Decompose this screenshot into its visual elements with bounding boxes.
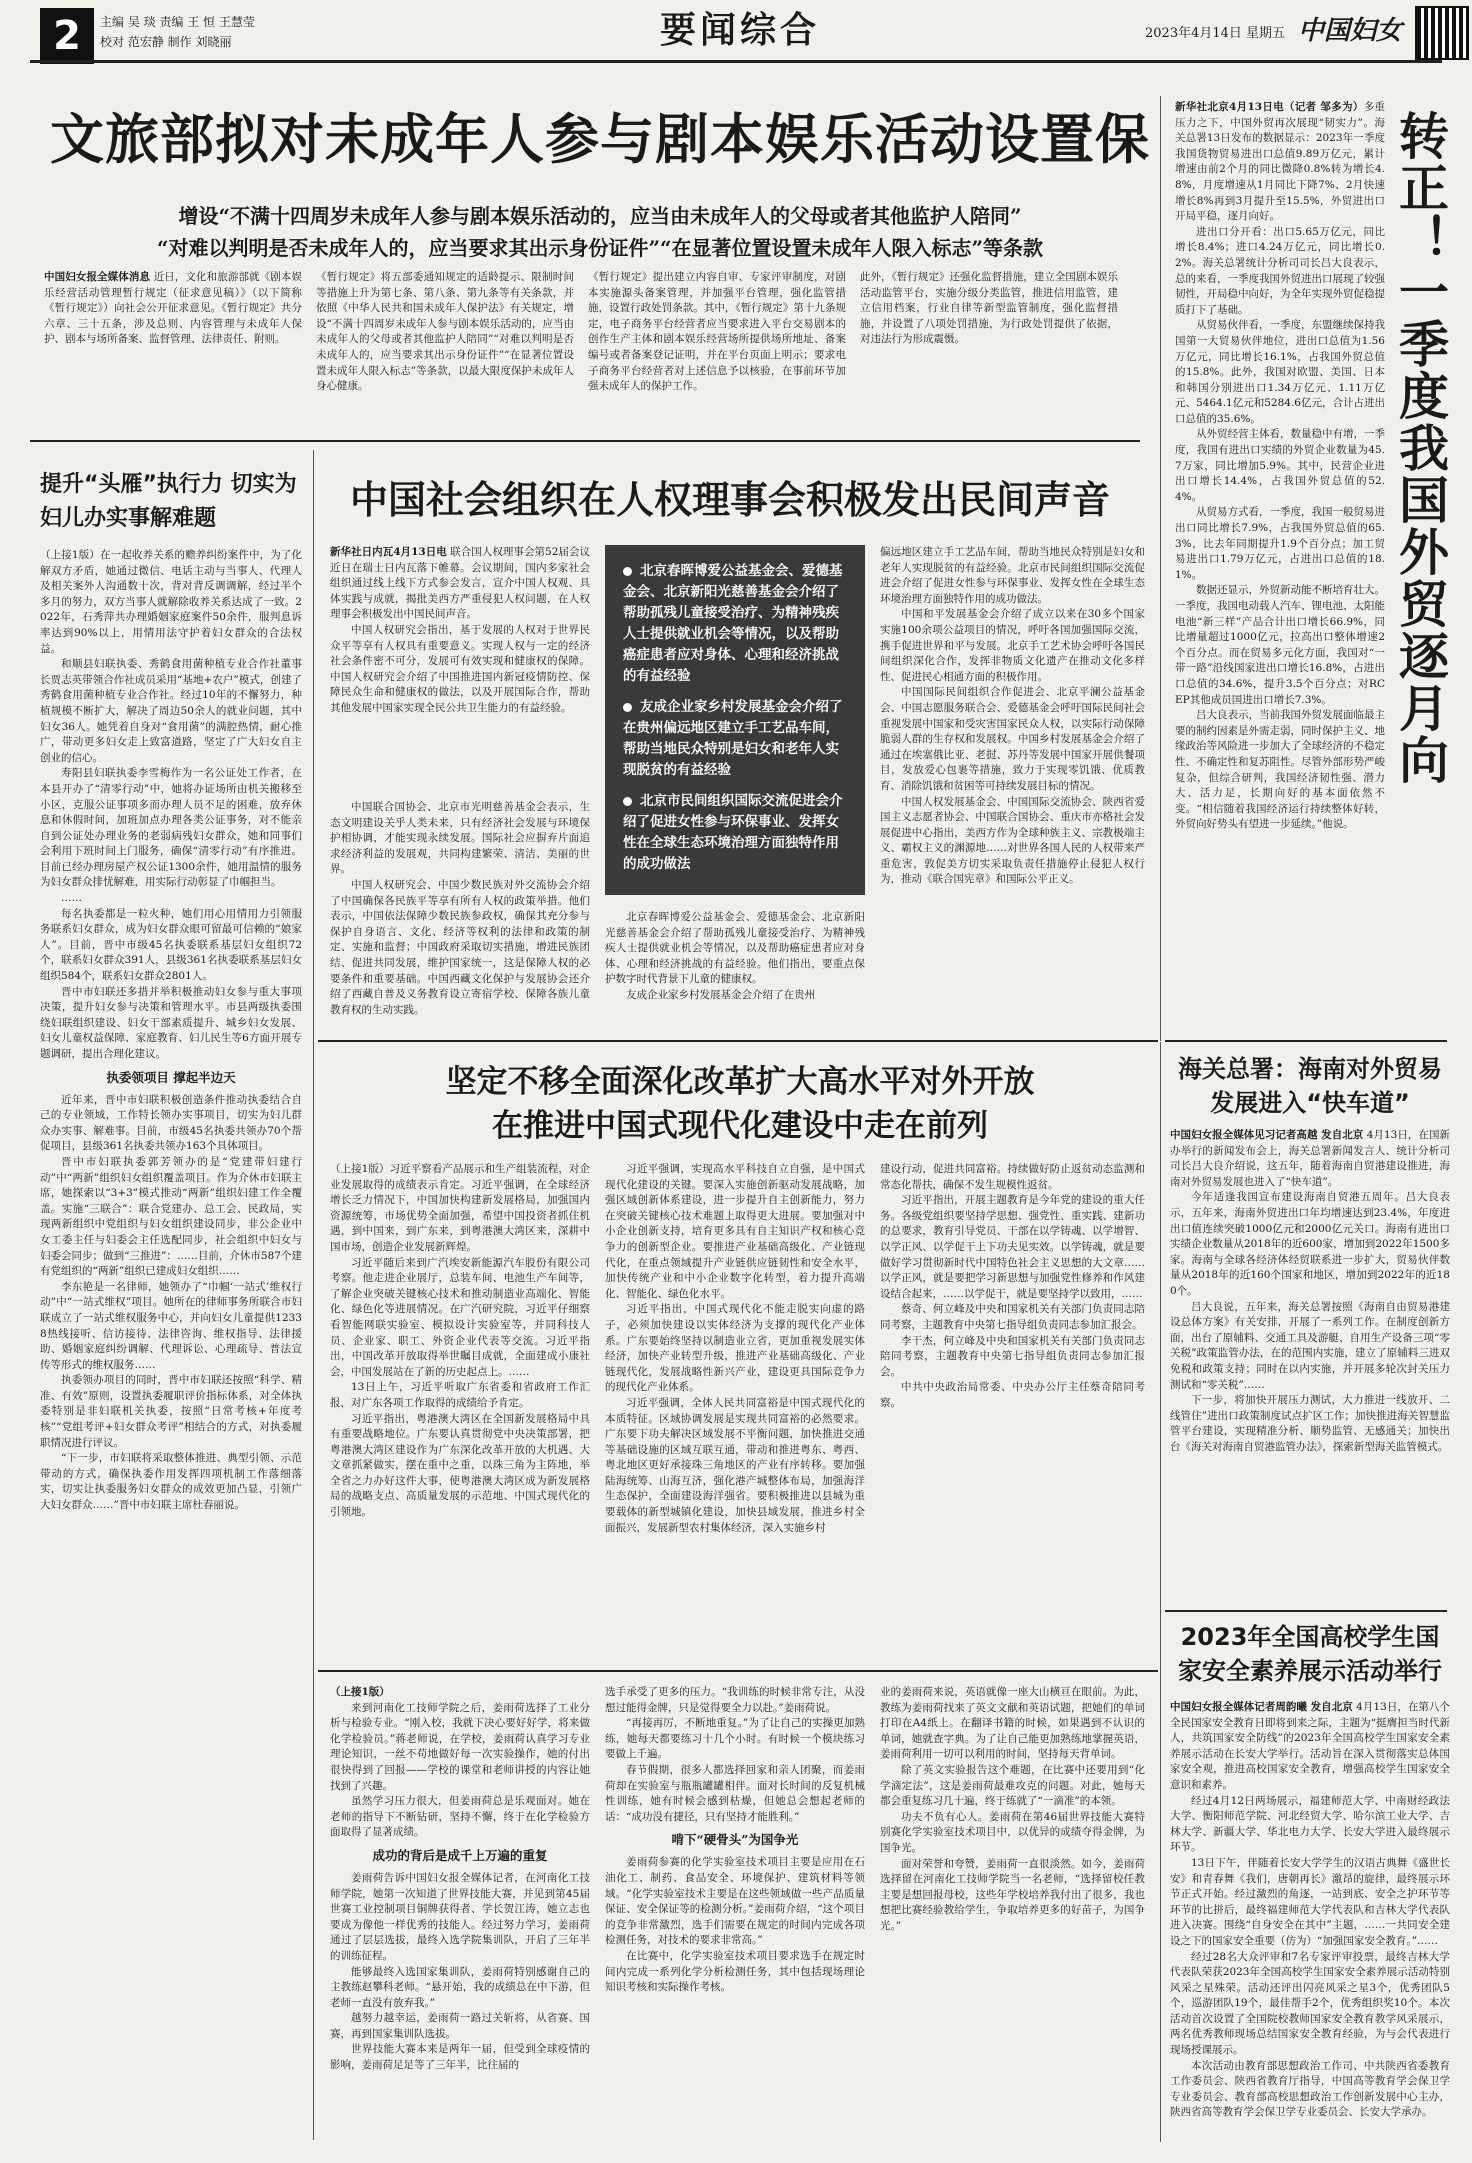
body-text: 经过4月12日两场展示，福建师范大学、中南财经政法大学、衡阳师范学院、河北经贸大学、哈尔滨工业大学、吉林大学、新疆大学、华北电力大学、长安大学进入最终展示环节。 [1170, 1794, 1450, 1854]
reading-column-1 [330, 1685, 590, 2145]
headline-line: 坚定不移全面深化改革扩大高水平对外开放 [445, 1064, 1035, 1100]
column-rule [1160, 96, 1161, 1041]
column-rule [313, 450, 314, 2140]
body-text: 北京春晖博爱公益基金会、爱德基金会、北京新阳光慈善基金会介绍了帮助孤残儿童接受治疗、为精神残疾人士提供就业机会等情况，以及帮助癌症患者应对身体、心理和经济挑战的有益经验。他们指出，要重点保护数字时代背景下儿童的健康权。 [605, 911, 865, 986]
body-text: 寿阳县妇联执委李雪梅作为一名公证处工作者，在本县开办了“清零行动”中，她将办证场所由机关搬移至小区，克服公证事项多而办理人员不足的困难，放弃休息和休假时间，加班加点办理各类公证事务，对不能亲自到公证处办理业务的老弱病残妇女群众，她和同事们会利用下班时间上门服务，确保“清零行动”有序推进。目前已经办理房屋产权公证1300余件，她用温情的服务为妇女群众排忧解难，用实际行动彰显了巾帼担当。 [40, 767, 302, 889]
body-text: 友成企业家乡村发展基金会介绍了在贵州 [626, 988, 815, 1001]
body-text: 4月13日，在第八个全民国家安全教育日即将到来之际，主题为“挺膺担当时代新人，共筑国家安全防线”的2023年全国高校学生国家安全素养展示活动在长安大学举行。活动旨在深入贯彻落实总体国家安全观，推进高校国家安全教育，增强高校学生国家安全意识和素养。 [1170, 1701, 1450, 1791]
body-text: 姜雨荷告诉中国妇女报全媒体记者，在河南化工技师学院，她第一次知道了世界技能大赛，并见到第45届世赛工业控制项目铜牌获得者、学长贺江涛，她立志也要成为像他一样优秀的技能人。经过努力学习，姜雨荷通过了层层选拔，最终入选学院集训队，开启了三年半的训练征程。 [330, 1871, 590, 1962]
section-divider [30, 440, 1140, 442]
reform-column-2 [605, 1162, 865, 1657]
section-divider [1165, 1040, 1447, 1042]
body-text: 吕大良表示，当前我国外贸发展面临最主要的制约因素是外需走弱，同时保护主义、地缘政治等风险进一步加大了全球经济的不稳定性、不确定性和复苏阻性。尽管外部形势严峻复杂，但综合研判，我国经济韧性强、潜力大、活力足，长期向好的基本面依然不变。“相信随着我国经济运行持续整体好转，外贸向好势头有望进一步延续。”他说。 [1175, 709, 1385, 831]
hainan-body [1170, 1128, 1450, 1598]
body-text: 多重压力之下，中国外贸再次展现“韧实力”。海关总署13日发布的数据显示：2023年一季度我国货物贸易进出口总值9.89万亿元，累计增速由前2个月的同比微降0.8%转为增长4.8%，月度增速从1月同比下降7%、2月快速增长8%再到3月提升至15.5%，外贸进出口开局平稳，逐月向好。 [1175, 101, 1385, 223]
body-text: 习近平指出，开展主题教育是今年党的建设的重大任务。各级党组织要坚持学思想、强党性、重实践、建新功的总要求，教育引导党员、干部在以学铸魂、以学增智、以学正风、以学促干上下功夫见实效。以学铸魂，就是要做好学习贯彻新时代中国特色社会主义思想的大文章……以学正风，就是要把学习新思想与加强党性修养和作风建设结合起来，……以学促干，就是要坚持学以致用，…… [880, 1194, 1145, 1300]
highlight-item: 友成企业家乡村发展基金会介绍了在贵州偏远地区建立手工艺品车间，帮助当地民众特别是妇女和老年人实现脱贫的有益经验 [623, 699, 843, 778]
body-text: 吕大良说，五年来，海关总署按照《海南自由贸易港建设总体方案》有关安排，开展了一系列工作。在制度创新方面，出台了原辅料、交通工具及游艇、自用生产设备三项“零关税”政策监管办法，在的范围内实施，建立了原辅料三进双免税和政策支持；同时在以内实施，并开展多轮次封关压力测试和“零关税”…… [1170, 1300, 1450, 1391]
body-text: 春节假期，很多人都选择回家和亲人团聚，而姜雨荷却在实验室与瓶瓶罐罐相伴。面对长时间的反复机械性训练，她有时候会感到枯燥，但她总会想起老师的话：“成功没有捷径，只有坚持才能胜利。” [605, 1763, 865, 1823]
lead-deck [60, 200, 1140, 264]
body-text: “下一步，市妇联将采取整体推进、典型引领、示范带动的方式，确保执委作用发挥四项机制工作落细落实，切实让执委服务妇女群众的成效更加凸显，引领广大妇女群众……”晋中市妇联主席杜春丽说。 [40, 1452, 302, 1512]
body-text: 4月13日，在国新办举行的新闻发布会上，海关总署新闻发言人、统计分析司司长吕大良介绍说，这五年，随着海南自贸港建设推进，海南对外贸易发展也进入了“快车道”。 [1170, 1129, 1450, 1188]
ellipsis-text: …… [61, 892, 82, 905]
bullet-dot-icon [623, 567, 632, 576]
body-text: 习近平指出，粤港澳大湾区在全国新发展格局中具有重要战略地位。广东要认真贯彻党中央决策部署，把粤港澳大湾区建设作为广东深化改革开放的大机遇、大文章抓紧做实，摆在重中之重，以珠三角为主阵地，举全省之力办好这件大事，使粤港澳大湾区成为新发展格局的战略支点、高质量发展的示范地、中国式现代化的引领地。 [330, 1412, 590, 1519]
trade-vertical-headline: 转正！一季度我国外贸逐月向 [1391, 110, 1449, 786]
body-text: 从贸易伙伴看，一季度，东盟继续保持我国第一大贸易伙伴地位，进出口总值为1.56万亿元，同比增长16.1%，占我国外贸总值的15.8%。此外，我国对欧盟、美国、日本和韩国分别进出口1.34万亿元、1.11万亿元、5464.1亿元和5284.6亿元，合计占进出口总值的35.6%。 [1175, 319, 1385, 425]
paper-logo: 中国妇女 [1297, 16, 1402, 46]
body-text: 13日上午，习近平听取广东省委和省政府工作汇报，对广东各项工作取得的成绩给予肯定。 [330, 1381, 590, 1409]
body-text: 业的姜雨荷来说，英语就像一座大山横亘在眼前。为此，教练为姜雨荷找来了英文文献和英语试题，把她们的单词打印在A4纸上。在翻译书籍的时候，如果遇到不认识的单词，她就查字典。为了让自己能更加熟练地掌握英语，姜雨荷利用一切可以利用的时间，坚持每天背单词。 [880, 1686, 1145, 1761]
reform-column-1 [330, 1162, 590, 1657]
body-text: 虽然学习压力很大，但姜雨荷总是乐观面对。她在老师的指导下不断钻研，坚持不懈，终于在化学检验方面取得了显著成绩。 [330, 1795, 590, 1839]
continued-marker: （上接1版） [330, 1686, 390, 1698]
byline: 中国妇女报全媒体见习记者高越 发自北京 [1170, 1129, 1364, 1141]
body-text: 蔡奇、何立峰及中央和国家机关有关部门负责同志陪同考察，主题教育中央第七指导组负责同志参加汇报会。 [880, 1303, 1145, 1331]
sidebar-headline: 提升“头雁”执行力 切实为妇儿办实事解难题 [40, 472, 297, 531]
body-text: 中国国际民间组织合作促进会、北京平澜公益基金会、中国志愿服务联合会、爱德基金会呼吁国际民间社会重视发展中国家和受灾害国家民众人权，以实际行动保障脆弱人群的生存权和发展权。中国乡村发展基金会介绍了通过在埃塞俄比亚、老挝、苏丹等发展中国家开展供餐项目，发放爱心包裹等措施，致力于实现零饥饿、优质教育、消除饥饿和贫困等可持续发展目标的情况。 [880, 686, 1145, 792]
body-text: 和顺县妇联执委、秀鹤食用菌种植专业合作社董事长贾志英带领合作社成员采用“基地+农户”模式，创建了秀鹤食用菌种植专业合作社。经过10年的不懈努力，种植规模不断扩大，解决了周边50余人的就业问题，其中妇女36人。她凭着自身对“食用菌”的满腔热情，耐心推广，带动更多妇女走上致富道路，坚定了广大妇女自主创业的信心。 [40, 658, 302, 764]
byline: 新华社日内瓦4月13日电 [330, 546, 447, 558]
body-text: （上接1版）习近平察看产品展示和生产组装流程，对企业发展取得的成绩表示肯定。习近平强调，在全球经济增长乏力情况下，中国加快构建新发展格局，加强国内资源统筹，市场优势全面加强，希望中国投资者抓住机遇，到中国来，到广东来，到粤港澳大湾区来，深耕中国市场，创造企业发展新辉煌。 [330, 1163, 590, 1253]
trade-body [1175, 100, 1385, 1035]
body-text: 姜雨荷参赛的化学实验室技术项目主要是应用在石油化工、制药、食品安全、环境保护、建筑材料等领域。“化学实验室技术主要是在这些领域做一些产品质量保证、安全保证等的检测分析。”姜雨荷介绍，“这个项目的竞争非常激烈，选手们需要在规定的时间内完成各项检测任务，对技术的要求非常高。” [605, 1856, 865, 1947]
subheading: 啃下“硬骨头”为国争光 [671, 1832, 799, 1848]
deck-line: “对难以判明是否未成年人的，应当要求其出示身份证件”“在显著位置设置未成年人限入标志”等条款 [156, 236, 1043, 260]
bullet-dot-icon [623, 797, 632, 806]
body-text: 面对荣誉和夸赞，姜雨荷一直很淡然。如今，姜雨荷选择留在河南化工技师学院当一名老师，“选择留校任教主要是想回报母校，这些年学校培养我付出了很多，我也想把比赛经验教给学生，争取培养更多的好苗子，为国争光。” [880, 1857, 1145, 1932]
body-text: 中国人权研究会、中国少数民族对外交流协会介绍了中国确保各民族平等享有所有人权的政策举措。他们表示，中国依法保障少数民族参政权，确保其充分参与保护自身语言、文化、经济等权利的法律和政策的制定、实施和监督；中国政府采取切实措施，增进民族团结、促进共同发展，维护国家统一，这是保障人权的必要条件和重要基础。中国西藏文化保护与发展协会还介绍了西藏自普及义务教育设立寄宿学校、保障各族儿童教育权的生动实践。 [330, 878, 590, 1016]
body-text: “再接再厉，不断地重复。”为了让自己的实操更加熟练，她每天都要练习十几个小时。有时候一个模块练习要做上千遍。 [605, 1717, 865, 1761]
body-text: 从外贸经营主体看，数量稳中有增，一季度，我国有进出口实绩的外贸企业数量为45.7万家，同比增加5.9%。其中，民营企业进出口增长14.4%，占我国外贸总值的52.4%。 [1175, 428, 1385, 503]
reform-column-3 [880, 1162, 1145, 1657]
reading-column-3 [880, 1685, 1145, 2145]
body-text: 李干杰，何立峰及中央和国家机关有关部门负责同志陪同考察，主题教育中央第七指导组负责同志参加汇报会。 [880, 1334, 1145, 1378]
byline: 中国妇女报全媒体记者周韵曦 发自北京 [1170, 1701, 1353, 1713]
ngo-highlight-box [605, 545, 865, 895]
body-text: 下一步，将加快开展压力测试，大力推进一线放开、二线管住”进出口政策制度试点扩区工作；加快推进海关智慧监管平台建设，实现精准分析、顺势监管、无感通关；加快出台《海关对海南自贸港监管办法》，探索新型海关监管模式。 [1170, 1394, 1450, 1453]
body-text: 中共中央政治局常委、中央办公厅主任蔡奇陪同考察。 [880, 1381, 1145, 1409]
body-text: 李东艳是一名律师，她领办了“巾帼‘一站式’维权行动”中“一站式维权”项目。她所在的律师事务所联合市妇联成立了一站式维权服务中心，并向妇女儿童提供12338热线接听、信访接待、法律咨询、维权指导、法律援助、婚姻家庭纠纷调解、代理诉讼、心理疏导、普法宣传等形式的维权服务…… [40, 1280, 302, 1371]
body-text: 习近平指出，中国式现代化不能走脱实向虚的路子，必须加快建设以实体经济为支撑的现代化产业体系。广东要始终坚持以制造业立省，更加重视发展实体经济，加快产业转型升级，推进产业基础高级化、产业链现代化，发展战略性新兴产业，建设更具国际竞争力的现代化产业体系。 [605, 1303, 865, 1394]
highlight-item: 北京市民间组织国际交流促进会介绍了促进女性参与环保事业、发挥女性在全球生态环境治理方面独特作用的成功做法 [623, 793, 843, 872]
body-text: 晋中市妇联执委郭芳领办的是“党建带妇建行动”中“两新”组织妇女组织覆盖项目。作为介休市妇联主席，她探索以“3+3”模式推动“两新”组织妇建工作全覆盖。实施“三联合”：联合党建办、总工会、民政局，实现两新组织中党组织与妇女组织建设同步，非公企业中女工委主任与妇委会主任选配同步，社会组织中妇女与妇委会同步；做到“三推进”：……目前，介休市587个建有党组织的“两新”组织已建成妇女组织…… [40, 1155, 302, 1278]
bullet-dot-icon [623, 703, 632, 712]
issue-date: 2023年4月14日 星期五 [1145, 26, 1286, 41]
body-text: 中国人权研究会指出，基于发展的人权对于世界民众平等享有人权具有重要意义。实现人权与一定的经济社会条件密不可分，发展可有效实现和健康权的保障。中国人权研究会介绍了中国推进国内新冠疫情防控、保障民众生命和健康权的做法，以及开展国际合作，帮助其他发展中国家实现全民公共卫生能力的有益经验。 [330, 623, 590, 714]
body-text: 习近平随后来到广汽埃安新能源汽车股份有限公司考察。他走进企业展厅，总装车间、电池生产车间等，了解企业突破关键核心技术和推动制造业高端化、智能化、绿色化等进展情况。在广汽研究院，习近平仔细察看智能网联实验室、模拟设计实验室等，并同科技人员、企业家、职工、外资企业代表等交流。习近平指出，中国改革开放取得举世瞩目成就，全面建成小康社会，中国发展站在了新的历史起点上。…… [330, 1256, 590, 1378]
body-text: 本次活动由教育部思想政治工作司、中共陕西省委教育工作委员会、陕西省教育厅指导，中国高等教育学会保卫学专业委员会、教育部高校思想政治工作创新发展中心主办，陕西省高等教育学会保卫学专业委员会、长安大学承办。 [1170, 2059, 1450, 2119]
subheading: 成功的背后是成千上万遍的重复 [372, 1847, 548, 1863]
byline: 新华社北京4月13日电（记者 邹多为） [1175, 101, 1364, 113]
body-text: 近日，文化和旅游部就《剧本娱乐经营活动管理暂行规定（征求意见稿）》（以下简称《暂行规定》）向社会公开征求意见。《暂行规定》共分六章、三十五条，涉及总则、内容管理与未成年人保护、剧本与场所备案、监督管理、法律责任、附则。 [44, 271, 302, 346]
deck-line: 增设“不满十四周岁未成年人参与剧本娱乐活动的，应当由未成年人的父母或者其他监护人陪同” [178, 204, 1022, 228]
staff-credits [100, 12, 330, 52]
body-text: 建设行动，促进共同富裕。持续做好防止返贫动态监测和常态化帮扶，确保不发生规模性返贫。 [880, 1163, 1145, 1191]
body-text: 习近平强调，全体人民共同富裕是中国式现代化的本质特征。区域协调发展是实现共同富裕的必然要求。广东要下功夫解决区域发展不平衡问题，加快推进交通等基础设施的区域互联互通，带动和推进粤东、粤西、粤北地区更好承接珠三角地区的产业有序转移。要加强陆海统筹、山海互济，强化港产城整体布局，加强海洋生态保护，全面建设海洋强省。要积极推进以县城为重要载体的新型城镇化建设，加快县域发展，推进乡村全面振兴，发展新型农村集体经济，深入实施乡村 [605, 1396, 865, 1534]
column-rule [1160, 1042, 1161, 2142]
body-text: 功夫不负有心人。姜雨荷在第46届世界技能大赛特别赛化学实验室技术项目中，以优异的成绩夺得金牌，为国争光。 [880, 1810, 1145, 1854]
campus-headline: 2023年全国高校学生国家安全素养展示活动举行 [1178, 1623, 1442, 1685]
section-title: 要闻综合 [659, 10, 820, 51]
lead-column-4: 此外，《暂行规定》还强化监督措施，建立全国剧本娱乐活动监管平台，实施分级分类监管，推进信用监管，建立信用档案，行业自律等新型监管制度，强化监督措施，并设置了八项处罚措施，为行政处罚提供了依据，对违法行为形成震慑。 [860, 271, 1118, 346]
ngo-headline: 中国社会组织在人权理事会积极发出民间声音 [349, 478, 1110, 522]
sidebar-body [40, 548, 302, 2103]
campus-body [1170, 1700, 1450, 2140]
body-text: 越努力越幸运，姜雨荷一路过关斩将，从省赛、国赛，再到国家集训队选拔。 [330, 2012, 590, 2040]
headline-line: 在推进中国式现代化建设中走在前列 [492, 1108, 988, 1144]
ngo-column-4 [880, 545, 1145, 1035]
body-text: 世界技能大赛本来是两年一届，但受到全球疫情的影响，姜雨荷足足等了三年半，比往届的 [330, 2043, 590, 2072]
body-text: 习近平强调，实现高水平科技自立自强，是中国式现代化建设的关键。要深入实施创新驱动发展战略，加强区域创新体系建设，进一步提升自主创新能力，努力在突破关键核心技术难题上取得更大进展。要加强对中小企业创新支持，培育更多具有自主知识产权和核心竞争力的创新型企业。要推进产业基础高级化、产业链现代化，在重点领域提升产业链供应链韧性和安全水平，加快传统产业和中小企业数字化转型，着力提升高端化、智能化、绿色化水平。 [605, 1163, 865, 1300]
body-text: 执委领办项目的同时，晋中市妇联还按照“科学、精准、有效”原则，设置执委履职评价指标体系，对全体执委特别是非妇联机关执委，按照“日常考核+年度考核”“党组考评+妇女群众考评”相结合的方式，对执委履职情况进行评议。 [40, 1374, 302, 1449]
section-divider [1165, 1610, 1447, 1612]
body-text: 联合国人权理事会第52届会议近日在瑞士日内瓦落下帷幕。会议期间，国内多家社会组织通过线上线下方式参会发言，宣介中国人权观、具体实践与成就，揭批美西方严重侵犯人权问题，在人权理事会积极发出中国民间声音。 [330, 546, 590, 621]
body-text: 选手承受了更多的压力。“我训练的时候非常专注，从没想过能得金牌，只是觉得要全力以赴。”姜雨荷说。 [605, 1686, 865, 1714]
staff-line: 校对 范宏静 制作 刘晓丽 [100, 35, 232, 49]
section-divider [318, 1040, 1158, 1042]
body-text: 从贸易方式看，一季度，我国一般贸易进出口同比增长7.9%，占我国外贸总值的65.3%，比去年同期提升1.9个百分点；加工贸易进出口1.79万亿元，占进出口总值的18.1%。 [1175, 506, 1385, 581]
body-text: 中国和平发展基金会介绍了成立以来在30多个国家实施100余项公益项目的情况，呼吁各国加强国际交流，携手促进世界和平与发展。北京手工艺术协会呼吁各国民间组织深化合作，发挥非物质文化遗产在推动文化多样性、促进民心相通方面的积极作用。 [880, 608, 1145, 683]
body-text: 数据还显示，外贸新动能不断培育壮大。一季度，我国电动载人汽车、锂电池、太阳能电池“新三样”产品合计出口增长66.9%，同比增量超过1000亿元，拉高出口整体增速2个百分点。而在贸易多元化方面，我国对“一带一路”沿线国家进出口增长16.8%，占进出口总值的34.6%，提升3.5个百分点；对RCEP其他成员国进出口增长7.3%。 [1175, 584, 1385, 706]
body-text: 近年来，晋中市妇联积极创造条件推动执委结合自己的专业领域，工作特长领办实事项目，切实为妇儿群众办实事、解难事。目前，市级45名执委共领办70个帮促项目，县级361名执委共领办163个具体项目。 [40, 1093, 302, 1153]
lead-column-3: 《暂行规定》提出建立内容自审、专家评审制度，对剧本实施源头备案管理，并加强平台管理，强化监管措施，设置行政处罚条款。其中，《暂行规定》第十九条规定，电子商务平台经营者应当要求进入平台交易剧本的创作生产主体和剧本娱乐经营场所提供场所地址、备案编号或者备案登记证明，并在平台页面上明示；要求电子商务平台经营者对上述信息予以核验，在事前环节加强未成年人的保护工作。 [588, 271, 846, 393]
body-text: 在比赛中，化学实验室技术项目要求选手在规定时间内完成一系列化学分析检测任务，其中包括现场理论知识考核和实际操作考核。 [605, 1949, 865, 1994]
staff-line: 主编 吴 琰 责编 王 恒 王慧莹 [100, 15, 255, 29]
body-text: 来到河南化工技师学院之后，姜雨荷选择了工业分析与检验专业。“刚入校，我就下决心要好好学，将来做化学检验员。”蒋老师说，在学校，姜雨荷认真学习专业理论知识，一丝不苟地做好每一次实验操作，她的付出很快得到了回报——学校的课堂和老师讲授的内容让她找到了兴趣。 [330, 1701, 590, 1792]
reform-headline [330, 1060, 1150, 1148]
qr-code-icon [1415, 6, 1469, 60]
ngo-column-2 [330, 800, 590, 1030]
lead-column-1 [44, 270, 302, 430]
body-text: 每名执委都是一粒火种，她们用心用情用力引领服务联系妇女群众，成为妇女群众眼可留最可信赖的“娘家人”。目前，晋中市级45名执委联系基层妇女组织72个，联系妇女群众391人，县级361名执委联系基层妇女组织584个，联系妇女群众2801人。 [40, 907, 302, 983]
lead-column-2: 《暂行规定》将五部委通知规定的适龄提示、限制时间等措施上升为第七条、第八条、第九条等有关条款，并依照《中华人民共和国未成年人保护法》有关规定，增设“不满十四周岁未成年人参与剧本娱乐活动的，应当由未成年人的父母或者其他监护人陪同”“对难以判明是否未成年人的，应当要求其出示身份证件”“在显著位置设置未成年人限入标志”等条款，以最大限度保护未成年人身心健康。 [316, 271, 574, 393]
body-text: 经过28名大众评审和7名专家评审投票，最终吉林大学代表队荣获2023年全国高校学生国家安全素养展示活动特别风采之星殊荣。活动还评出闪亮风采之星3个，优秀团队5个，巡游团队19个，最佳帮手2个，优秀组织奖10个。本次活动首次设置了全国院校教师国家安全教育教学风采展示，两名优秀教师现场总结国家安全教育经验，为与会代表进行现场授课展示。 [1170, 1950, 1450, 2057]
body-text: 晋中市妇联还多措并举积极推动妇女参与重大事项决策，提升妇女参与决策和管理水平。市县两级执委围绕妇联组织建设、妇女干部素质提升、城乡妇女发展、妇女儿童权益保障、家庭教育、妇儿民生等6方面开展专题调研，提出合理化建议。 [40, 985, 302, 1060]
byline: 中国妇女报全媒体消息 [44, 271, 151, 283]
body-text: 能够最终入选国家集训队，姜雨荷特别感谢自己的主教练赵攀科老师。“悬开始，我的成绩总在中下游，但老师一直没有放弃我。” [330, 1965, 590, 2009]
highlight-item: 北京春晖博爱公益基金会、爱德基金会、北京新阳光慈善基金会介绍了帮助孤残儿童接受治疗、为精神残疾人士提供就业机会等情况，以及帮助癌症患者应对身体、心理和经济挑战的有益经验 [623, 563, 843, 684]
body-text: 今年适逢我国宣布建设海南自贸港五周年。吕大良表示，五年来，海南外贸进出口年均增速达到23.4%，年度进出口值连续突破1000亿元和2000亿元关口。海南有进出口实绩企业数量从2018年的近600家，增加到2022年1500多家。海南与全球各经济体经贸联系进一步扩大，贸易伙伴数量从2018年的近160个国家和地区，增加到2022年的近180个。 [1170, 1191, 1450, 1297]
section-divider [318, 1670, 1158, 1672]
page-number: 2 [40, 8, 94, 64]
body-text: 中国联合国协会、北京市光明慈善基金会表示，生态文明建设关乎人类未来，只有经济社会发展与环境保护相协调，才能实现永续发展。国际社会应摒弃片面追求经济利益的发展观，共同构建繁荣、清洁、美丽的世界。 [330, 801, 590, 876]
body-text: 中国人权发展基金会、中国国际交流协会、陕西省爱国主义志愿者协会、中国联合国协会、重庆市亦格社会发展促进中心指出，美西方作为全球种族主义、宗教极端主义、霸权主义的渊源地……对世界各国人民的人权带来严重危害，敦促美方切实采取负责任措施停止侵犯人权行为，推动《联合国宪章》和国际公平正义。 [880, 795, 1145, 886]
reading-column-2 [605, 1685, 865, 2145]
body-text: （上接1版）在一起收养关系的赡养纠纷案件中，为了化解双方矛盾，她通过微信、电话主动与当事人、代理人及相关案外人沟通数十次，背对背反调调解，经过半个多月的努力，双方当事人就解除收养关系达成了一致。2022年，石秀萍共办理婚姻家庭案件50余件，服判息诉率达到90%以上，用情用法守护着妇女群众的合法权益。 [40, 549, 302, 655]
lead-headline: 文旅部拟对未成年人参与剧本娱乐活动设置保 [50, 108, 1150, 171]
ngo-column-3 [605, 910, 865, 1035]
body-text: 除了英文实验报告这个难题，在比赛中还要用到“化学滴定法”，这是姜雨荷最难攻克的问题。对此，她每天都会重复练习几十遍，终于练就了“一滴准”的本领。 [880, 1763, 1145, 1808]
body-text: 进出口分开看：出口5.65万亿元，同比增长8.4%；进口4.24万亿元，同比增长0.2%。海关总署统计分析司司长吕大良表示，总的来看，一季度我国外贸进出口展现了较强韧性，开局稳中向好，为全年实现外贸促稳提质打下了基础。 [1175, 225, 1385, 316]
body-text: 13日下午，伴随着长安大学学生的汉语古典舞《盛世长安》和青春舞《我们，唐朝再长》激昂的旋律，最终展示环节正式开始。经过激烈的角逐，一站到底、安全之护环节等环节的比拼后，最终福建师范大学代表队和吉林大学代表队进入决赛。围绕“自身安全在其中”主题，……一共同安全建设之下的国家安全重要（仿为）“加强国家安全教育。”…… [1170, 1856, 1450, 1947]
subheading: 执委领项目 撑起半边天 [106, 1069, 236, 1085]
body-text: 偏远地区建立手工艺品车间，帮助当地民众特别是妇女和老年人实现脱贫的有益经验。北京市民间组织国际交流促进会介绍了促进女性参与环保事业、发挥女性在全球生态环境治理方面独特作用的成功做法。 [880, 546, 1145, 605]
hainan-headline: 海关总署：海南对外贸易发展进入“快车道” [1178, 1055, 1442, 1117]
masthead-rule [30, 60, 1442, 63]
